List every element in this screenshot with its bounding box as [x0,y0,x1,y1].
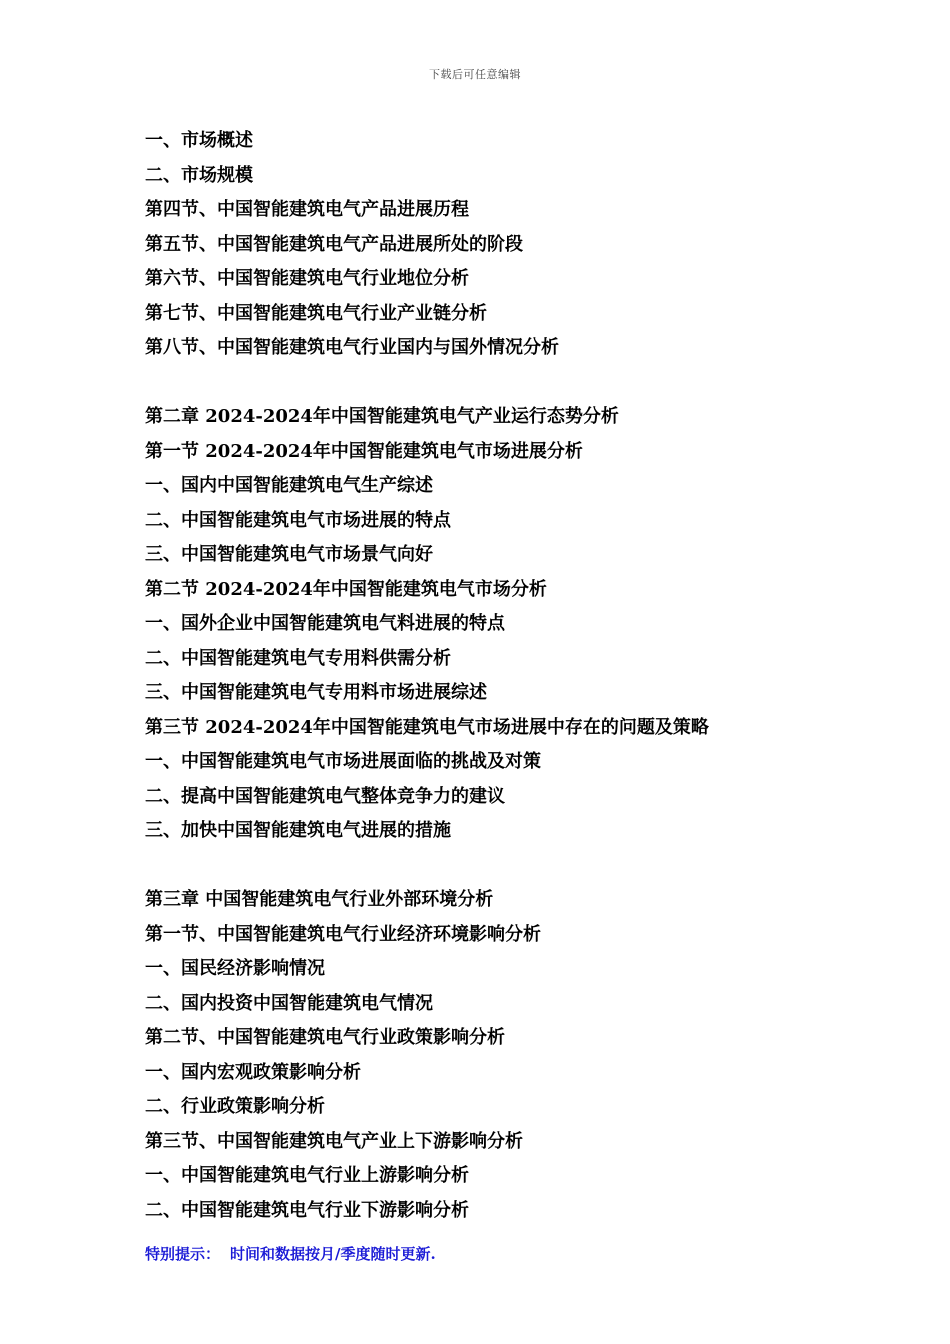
toc-item: 二、提高中国智能建筑电气整体竞争力的建议 [145,785,505,807]
toc-item: 一、中国智能建筑电气市场进展面临的挑战及对策 [145,751,541,772]
toc-item: 二、中国智能建筑电气行业下游影响分析 [145,1199,469,1221]
toc-item: 二、中国智能建筑电气专用料供需分析 [145,647,451,669]
toc-item: 三、加快中国智能建筑电气进展的措施 [145,820,451,841]
section-spacer [145,366,885,401]
toc-item: 一、国民经济影响情况 [145,958,325,979]
chapter-heading: 第二章 2024-2024年中国智能建筑电气产业运行态势分析 [145,406,619,427]
toc-item: 二、国内投资中国智能建筑电气情况 [145,992,433,1014]
special-notice [145,1243,436,1264]
toc-item: 第六节、中国智能建筑电气行业地位分析 [145,268,469,289]
special-notice-label: 特别提示： [145,1245,221,1263]
section-spacer [145,849,885,884]
toc-item: 第五节、中国智能建筑电气产品进展所处的阶段 [145,233,523,255]
toc-item: 第二节、中国智能建筑电气行业政策影响分析 [145,1027,505,1048]
toc-item: 第三节、中国智能建筑电气产业上下游影响分析 [145,1130,523,1152]
toc-item: 一、国内中国智能建筑电气生产综述 [145,475,433,496]
toc-group-chapter-2 [145,400,885,849]
toc-item: 第七节、中国智能建筑电气行业产业链分析 [145,302,487,324]
toc-item: 二、行业政策影响分析 [145,1096,325,1117]
toc-item: 第四节、中国智能建筑电气产品进展历程 [145,199,469,220]
toc-group-chapter-3 [145,883,885,1228]
toc-item: 三、中国智能建筑电气市场景气向好 [145,544,433,565]
toc-item: 第一节、中国智能建筑电气行业经济环境影响分析 [145,923,541,945]
page-header-note: 下载后可任意编辑 [429,68,521,81]
toc-item: 第二节 2024-2024年中国智能建筑电气市场分析 [145,578,547,600]
toc-item: 二、中国智能建筑电气市场进展的特点 [145,509,451,531]
table-of-contents [145,124,885,1228]
toc-item: 第三节 2024-2024年中国智能建筑电气市场进展中存在的问题及策略 [145,716,709,738]
toc-item: 一、市场概述 [145,130,253,151]
toc-item: 二、市场规模 [145,164,253,186]
toc-item: 第一节 2024-2024年中国智能建筑电气市场进展分析 [145,440,583,462]
toc-group-chapter-1-sections [145,124,885,366]
chapter-heading: 第三章 中国智能建筑电气行业外部环境分析 [145,889,494,910]
special-notice-text: 时间和数据按月/季度随时更新. [230,1245,436,1263]
toc-item: 一、国外企业中国智能建筑电气料进展的特点 [145,613,505,634]
toc-item: 三、中国智能建筑电气专用料市场进展综述 [145,682,487,703]
toc-item: 一、国内宏观政策影响分析 [145,1061,361,1083]
toc-item: 第八节、中国智能建筑电气行业国内与国外情况分析 [145,337,559,358]
toc-item: 一、中国智能建筑电气行业上游影响分析 [145,1165,469,1186]
